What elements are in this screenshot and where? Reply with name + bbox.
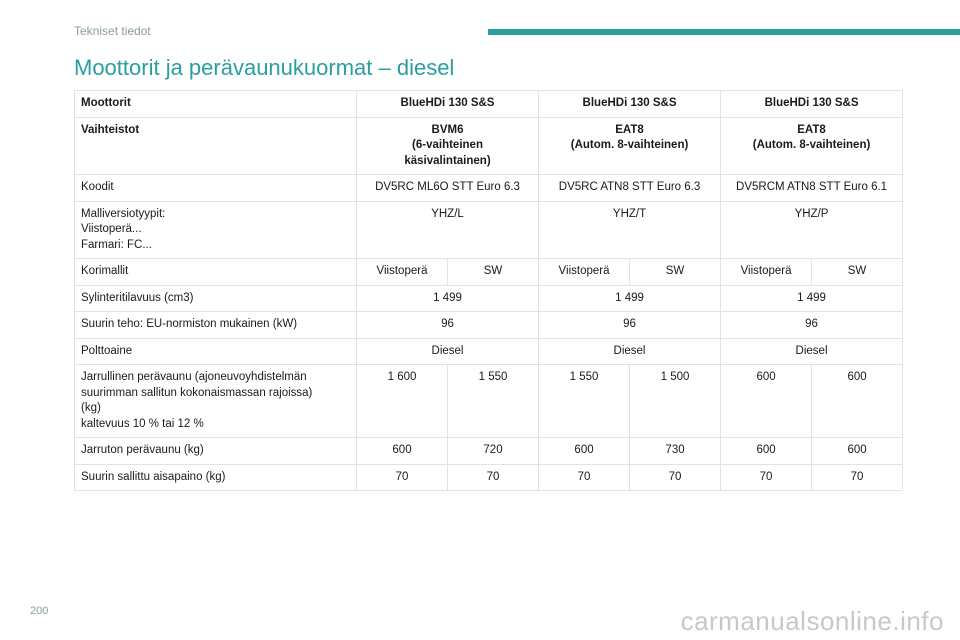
nose-weight-value: 70 — [721, 464, 812, 491]
braked-trailer-label — [75, 365, 357, 438]
fuel-label: Polttoaine — [75, 338, 357, 365]
gearbox-row — [75, 117, 903, 175]
gearbox-value-1 — [357, 117, 539, 175]
gearbox-value-2-line: (Autom. 8-vaihteinen) — [570, 139, 689, 152]
header-accent-bar — [488, 29, 960, 35]
unbraked-trailer-row — [75, 438, 903, 465]
displacement-value-3: 1 499 — [721, 285, 903, 312]
gearbox-value-3 — [721, 117, 903, 175]
power-row — [75, 312, 903, 339]
engine-header-2: BlueHDi 130 S&S — [539, 91, 721, 118]
watermark: carmanualsonline.info — [680, 606, 944, 636]
page-number: 200 — [30, 605, 49, 617]
model-types-label — [75, 201, 357, 259]
unbraked-trailer-value: 720 — [448, 438, 539, 465]
nose-weight-value: 70 — [630, 464, 721, 491]
braked-trailer-value: 600 — [721, 365, 812, 438]
unbraked-trailer-value: 600 — [812, 438, 903, 465]
body-types-row — [75, 259, 903, 286]
gearbox-value-1-line: käsivalintainen) — [404, 154, 491, 167]
power-value-1: 96 — [357, 312, 539, 339]
gearbox-label: Vaihteistot — [75, 117, 357, 175]
nose-weight-row — [75, 464, 903, 491]
unbraked-trailer-value: 600 — [357, 438, 448, 465]
braked-trailer-value: 1 550 — [539, 365, 630, 438]
code-value-3: DV5RCM ATN8 STT Euro 6.1 — [721, 175, 903, 202]
braked-trailer-label-line: (kg) — [81, 402, 101, 415]
model-types-row — [75, 201, 903, 259]
fuel-value-1: Diesel — [357, 338, 539, 365]
codes-label: Koodit — [75, 175, 357, 202]
gearbox-value-1-line: BVM6 — [431, 123, 464, 136]
displacement-value-2: 1 499 — [539, 285, 721, 312]
codes-row — [75, 175, 903, 202]
nose-weight-value: 70 — [812, 464, 903, 491]
body-type-value: Viistoperä — [721, 259, 812, 286]
gearbox-value-3-line: (Autom. 8-vaihteinen) — [752, 139, 871, 152]
code-value-2: DV5RC ATN8 STT Euro 6.3 — [539, 175, 721, 202]
braked-trailer-value: 1 600 — [357, 365, 448, 438]
fuel-row — [75, 338, 903, 365]
body-type-value: Viistoperä — [539, 259, 630, 286]
power-value-2: 96 — [539, 312, 721, 339]
unbraked-trailer-value: 600 — [721, 438, 812, 465]
braked-trailer-label-line: Jarrullinen perävaunu (ajoneuvoyhdistelmän — [81, 371, 307, 384]
table-header-row — [75, 91, 903, 118]
fuel-value-3: Diesel — [721, 338, 903, 365]
unbraked-trailer-label: Jarruton perävaunu (kg) — [75, 438, 357, 465]
specification-table — [74, 90, 903, 491]
section-label: Tekniset tiedot — [74, 24, 151, 38]
model-type-value-1: YHZ/L — [357, 201, 539, 259]
unbraked-trailer-value: 600 — [539, 438, 630, 465]
gearbox-value-2 — [539, 117, 721, 175]
model-types-label-line: Viistoperä... — [81, 223, 142, 236]
model-types-label-line: Farmari: FC... — [81, 238, 152, 251]
model-type-value-2: YHZ/T — [539, 201, 721, 259]
power-value-3: 96 — [721, 312, 903, 339]
code-value-1: DV5RC ML6O STT Euro 6.3 — [357, 175, 539, 202]
nose-weight-value: 70 — [539, 464, 630, 491]
gearbox-value-3-line: EAT8 — [797, 123, 826, 136]
braked-trailer-value: 600 — [812, 365, 903, 438]
gearbox-value-1-line: (6-vaihteinen — [412, 139, 483, 152]
fuel-value-2: Diesel — [539, 338, 721, 365]
engine-header-3: BlueHDi 130 S&S — [721, 91, 903, 118]
braked-trailer-label-line: suurimman sallitun kokonaismassan rajoissa) — [81, 386, 313, 399]
model-types-label-line: Malliversiotyypit: — [81, 207, 166, 220]
gearbox-value-2-line: EAT8 — [615, 123, 644, 136]
engine-header-1: BlueHDi 130 S&S — [357, 91, 539, 118]
displacement-value-1: 1 499 — [357, 285, 539, 312]
displacement-label: Sylinteritilavuus (cm3) — [75, 285, 357, 312]
engines-header: Moottorit — [75, 91, 357, 118]
nose-weight-value: 70 — [357, 464, 448, 491]
nose-weight-value: 70 — [448, 464, 539, 491]
body-types-label: Korimallit — [75, 259, 357, 286]
braked-trailer-value: 1 500 — [630, 365, 721, 438]
braked-trailer-label-line: kaltevuus 10 % tai 12 % — [81, 417, 204, 430]
body-type-value: SW — [630, 259, 721, 286]
body-type-value: Viistoperä — [357, 259, 448, 286]
body-type-value: SW — [812, 259, 903, 286]
nose-weight-label: Suurin sallittu aisapaino (kg) — [75, 464, 357, 491]
unbraked-trailer-value: 730 — [630, 438, 721, 465]
braked-trailer-row — [75, 365, 903, 438]
page-title: Moottorit ja perävaunukuormat – diesel — [74, 55, 455, 80]
body-type-value: SW — [448, 259, 539, 286]
displacement-row — [75, 285, 903, 312]
braked-trailer-value: 1 550 — [448, 365, 539, 438]
model-type-value-3: YHZ/P — [721, 201, 903, 259]
power-label: Suurin teho: EU-normiston mukainen (kW) — [75, 312, 357, 339]
